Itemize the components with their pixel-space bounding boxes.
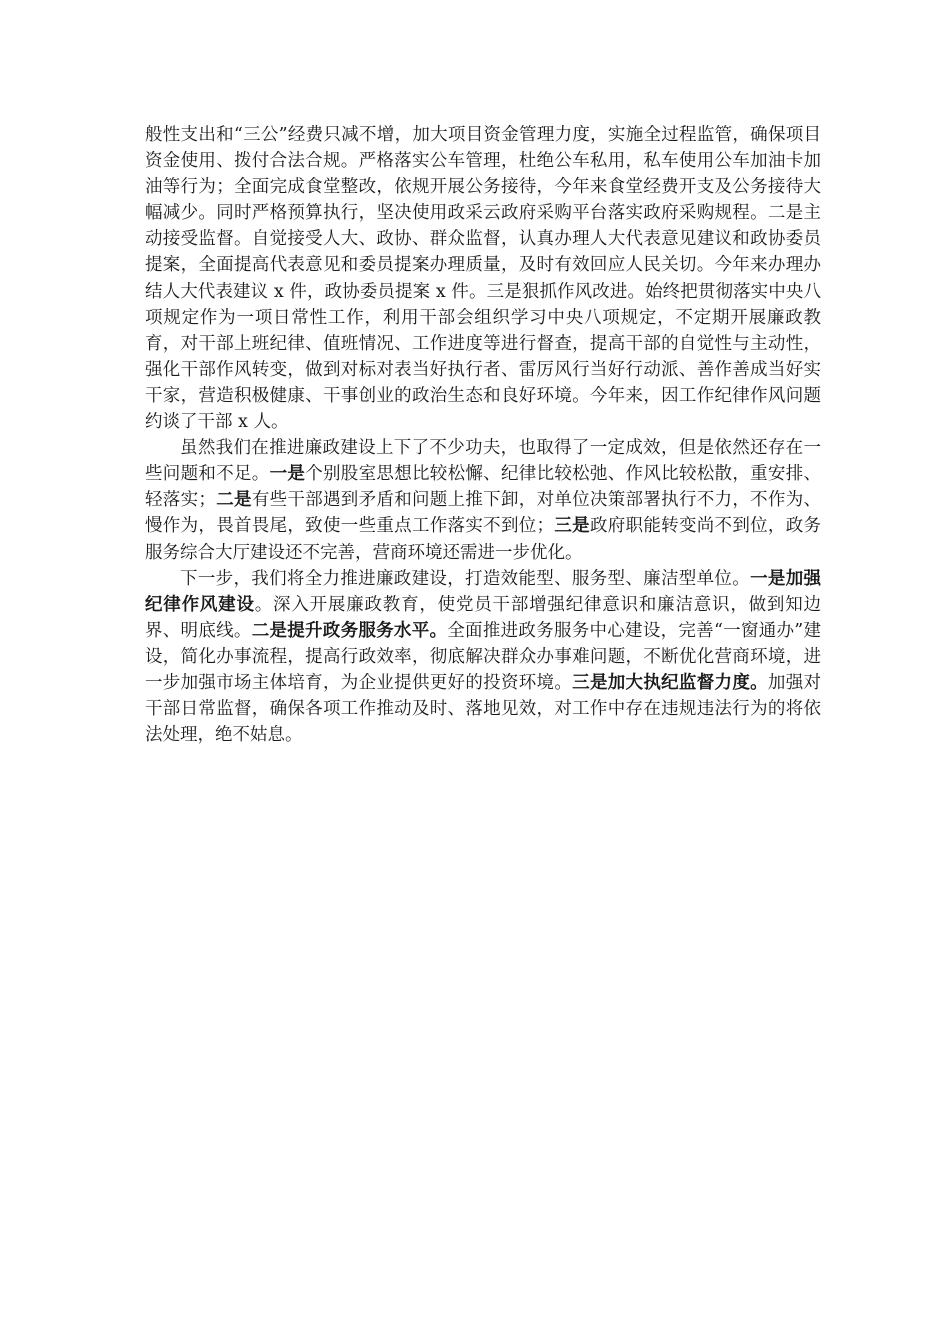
paragraph-text: 。深入开展廉政教育，使党员干部增强纪律意识和廉洁意识，做到知边界、明底线。 <box>145 594 821 641</box>
bold-heading-text: 二是提升政务服务水平。 <box>251 620 448 641</box>
document-body <box>145 122 821 748</box>
body-paragraph <box>145 435 821 565</box>
bold-heading-text: 一是加强纪律作风建设 <box>145 568 822 615</box>
paragraph-text: 政府职能转变尚不到位，政务服务综合大厅建设还不完善，营商环境还需进一步优化。 <box>145 516 822 563</box>
paragraph-text: 下一步，我们将全力推进廉政建设，打造效能型、服务型、廉洁型单位。 <box>180 568 751 589</box>
paragraph-text: 个别股室思想比较松懈、纪律比较松弛、作风比较松散，重安排、轻落实； <box>145 464 822 511</box>
paragraph-text: 虽然我们在推进廉政建设上下了不少功夫，也取得了一定成效，但是依然还存在一些问题和不足。 <box>145 438 821 485</box>
bold-heading-text: 三是 <box>554 516 590 537</box>
body-paragraph <box>145 122 821 435</box>
paragraph-text: 全面推进政务服务中心建设，完善“一窗通办”建设，简化办事流程，提高行政效率，彻底解决群众办事难问题，不断优化营商环境，进一步加强市场主体培育，为企业提供更好的投资环境。 <box>145 620 822 693</box>
bold-heading-text: 一是 <box>269 464 306 485</box>
paragraph-text: 有些干部遇到矛盾和问题上推下卸，对单位决策部署执行不力，不作为、慢作为，畏首畏尾，致使一些重点工作落实不到位； <box>145 490 822 537</box>
bold-heading-text: 三是加大执纪监督力度。 <box>572 672 768 693</box>
bold-heading-text: 二是 <box>215 490 252 511</box>
body-paragraph <box>145 566 821 749</box>
paragraph-text: 加强对干部日常监督，确保各项工作推动及时、落地见效，对工作中存在违规违法行为的将依法处理，绝不姑息。 <box>145 672 822 746</box>
paragraph-text: 般性支出和“三公”经费只减不增，加大项目资金管理力度，实施全过程监管，确保项目资金使用、拨付合法合规。严格落实公车管理，杜绝公车私用，私车使用公车加油卡加油等行为；全面完成食堂整改，依规开展公务接待，今年来食堂经费开支及公务接待大幅减少。同时严格预算执行，坚决使用政采云政府采购平台落实政府采购规程。二是主动接受监督。自觉接受人大、政协、群众监督，认真办理人大代表意见建议和政协委员提案，全面提高代表意见和委员提案办理质量，及时有效回应人民关切。今年来办理办结人大代表建议 x 件，政协委员提案 x 件。三是狠抓作风改进。始终把贯彻落实中央八项规定作为一项日常性工作，利用干部会组织学习中央八项规定，不定期开展廉政教育，对干部上班纪律、值班情况、工作进度等进行督查，提高干部的自觉性与主动性，强化干部作风转变，做到对标对表当好执行者、雷厉风行当好行动派、善作善成当好实干家，营造积极健康、干事创业的政治生态和良好环境。今年来，因工作纪律作风问题约谈了干部 x 人。 <box>145 125 821 433</box>
